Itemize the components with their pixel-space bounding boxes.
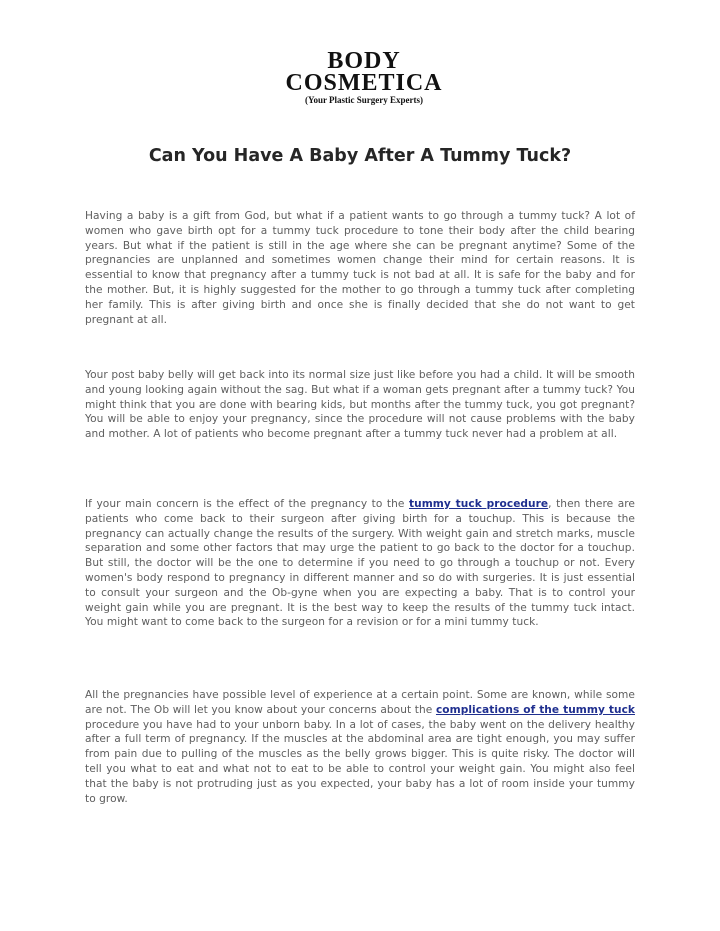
complications-link[interactable]: complications of the tummy tuck <box>435 703 635 716</box>
paragraph-3 <box>85 497 635 630</box>
logo-tagline: (Your Plastic Surgery Experts) <box>304 95 424 105</box>
paragraph-3-text-after: , then there are patients who come back to their surgeon after giving birth for a touchup. This is because the pregnancy can actually change the results of the surgery. With weight gain and stretch marks, muscle separation and some other factors that may urge the patient to go back to the doctor for a touchup. But still, the doctor will be the one to determine if you need to go through a touchup or not. Every women's body respond to pregnancy in different manner and so do with surgeries. It is just essential to consult your surgeon and the Ob-gyne when you are expecting a baby. That is to control your weight gain while you are pregnant. It is the best way to keep the results of the tummy tuck intact. You might want to come back to the surgeon for a revision or for a mini tummy tuck. <box>85 498 635 629</box>
tummy-tuck-procedure-link[interactable]: tummy tuck procedure <box>408 498 549 510</box>
paragraph-2: Your post baby belly will get back into its normal size just like before you had a child. It will be smooth and young looking again without the sag. But what if a woman gets pregnant after a tummy tuck? You might think that you are done with bearing kids, but months after the tummy tuck, you got pregnant? You will be able to enjoy your pregnancy, since the procedure will not cause problems with the baby and mother. A lot of patients who become pregnant after a tummy tuck never had a problem at all. <box>85 369 635 441</box>
paragraph-4 <box>85 688 635 806</box>
body-cosmetica-logo <box>258 50 470 110</box>
logo-line-2: COSMETICA <box>285 70 443 96</box>
paragraph-3-text-before: If your main concern is the effect of the pregnancy to the <box>85 498 409 510</box>
paragraph-1: Having a baby is a gift from God, but what if a patient wants to go through a tummy tuck? A lot of women who gave birth opt for a tummy tuck procedure to tone their body after the child bearing years. But what if the patient is still in the age where she can be pregnant anytime? Some of the pregnancies are unplanned and sometimes women change their mind for certain reasons. It is essential to know that pregnancy after a tummy tuck is not bad at all. It is safe for the baby and for the mother. But, it is highly suggested for the mother to go through a tummy tuck after completing her family. This is after giving birth and once she is finally decided that she do not want to get pregnant at all. <box>85 210 635 326</box>
paragraph-4-text-after: procedure you have had to your unborn baby. In a lot of cases, the baby went on the delivery healthy after a full term of pregnancy. If the muscles at the abdominal area are tight enough, you may suffer from pain due to pulling of the muscles as the belly grows bigger. This is quite risky. The doctor will tell you what to eat and what not to eat to be able to control your weight gain. You might also feel that the baby is not protruding just as you expected, your baby has a lot of room inside your tummy to grow. <box>85 718 635 805</box>
article-title: Can You Have A Baby After A Tummy Tuck? <box>148 146 572 166</box>
paragraph-4-text-before: All the pregnancies have possible level of experience at a certain point. Some are known, while some are not. The Ob will let you know about your concerns about the <box>85 689 635 716</box>
logo-line-1: BODY <box>327 48 401 74</box>
